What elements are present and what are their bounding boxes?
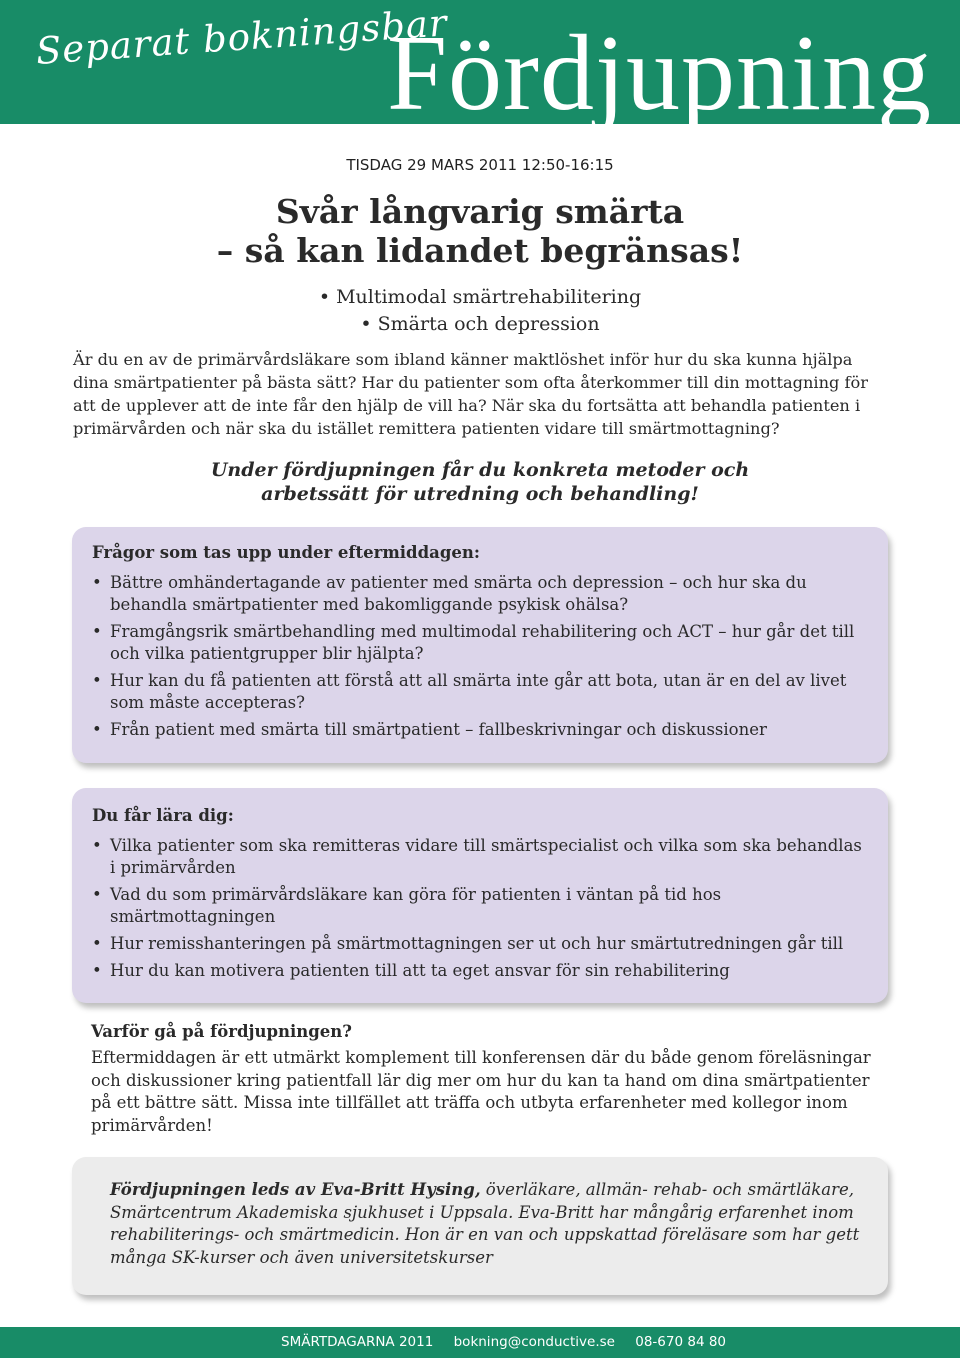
questions-list [92, 572, 866, 741]
leader-text [110, 1179, 864, 1269]
headline-line-2: – så kan lidandet begränsas! [216, 231, 744, 270]
list-item: • Hur kan du få patienten att förstå att all smärta inte går att bota, utan är en del av livet som måste accepteras? [92, 670, 866, 714]
leader-box [72, 1157, 888, 1295]
list-item: • Hur du kan motivera patienten till att ta eget ansvar för sin rehabilitering [92, 960, 866, 982]
highlight-text [0, 458, 960, 506]
questions-heading: Frågor som tas upp under eftermiddagen: [92, 543, 480, 562]
header-banner [0, 0, 960, 133]
footer-bar [0, 1327, 960, 1358]
list-item: • Vad du som primärvårdsläkare kan göra för patienten i väntan på tid hos smärtmottagningen [92, 884, 866, 928]
list-item: • Från patient med smärta till smärtpatient – fallbeskrivningar och diskussioner [92, 719, 866, 741]
separate-booking-tag: Separat bokningsbar [34, 1, 449, 73]
list-item: • Framgångsrik smärtbehandling med multimodal rehabilitering och ACT – hur går det till och vilka patientgrupper blir hjälpta? [92, 621, 866, 665]
topic-item: • Smärta och depression [360, 313, 600, 335]
why-heading: Varför gå på fördjupningen? [91, 1022, 352, 1041]
page-title: Fördjupning [386, 14, 932, 133]
event-date: TISDAG 29 MARS 2011 12:50-16:15 [346, 156, 614, 174]
headline [0, 192, 960, 270]
why-text: Eftermiddagen är ett utmärkt komplement till konferensen där du både genom föreläsningar och diskussioner kring patientfall lär dig mer om hur du kan ta hand om dina smärtpatienter på ett bättre sätt. Missa inte tillfället att träffa och utbyta erfarenheter med kollegor inom primärvården! [91, 1048, 871, 1135]
leader-description: överläkare, allmän- rehab- och smärtläkare, Smärtcentrum Akademiska sjukhuset i Uppsala. Eva-Britt har mångårig erfarenhet inom rehabiliterings- och smärtmedicin. Hon är en van och uppskattad föreläsare som har gett många SK-kurser och även universitetskurser [110, 1180, 860, 1267]
questions-box [72, 527, 888, 763]
footer-email-link[interactable]: bokning@conductive.se [453, 1334, 615, 1350]
highlight-line-2: arbetssätt för utredning och behandling! [261, 483, 699, 505]
list-item: • Hur remisshanteringen på smärtmottagningen ser ut och hur smärtutredningen går till [92, 933, 866, 955]
footer-event: SMÄRTDAGARNA 2011 [281, 1334, 434, 1350]
topic-list [0, 284, 960, 338]
footer-contact [281, 1327, 742, 1358]
learn-box [72, 788, 888, 1003]
footer-phone: 08-670 84 80 [635, 1334, 727, 1350]
list-item: • Bättre omhändertagande av patienter med smärta och depression – och hur ska du behandla smärtpatienter med bakomliggande psykisk ohälsa? [92, 572, 866, 616]
leader-lead: Fördjupningen leds av Eva-Britt Hysing, [110, 1180, 481, 1199]
why-section [91, 1022, 891, 1137]
learn-heading: Du får lära dig: [92, 806, 234, 825]
intro-paragraph: Är du en av de primärvårdsläkare som ibland känner maktlöshet inför hur du ska kunna hjälpa dina smärtpatienter på bästa sätt? Har du patienter som ofta återkommer till din mottagning för att de upplever att de inte får den hjälp de vill ha? När ska du fortsätta att behandla patienten i primärvården och när ska du istället remittera patienten vidare till smärtmottagning? [73, 350, 869, 438]
headline-line-1: Svår långvarig smärta [275, 192, 685, 231]
list-item: • Vilka patienter som ska remitteras vidare till smärtspecialist och vilka som ska behandlas i primärvården [92, 835, 866, 879]
learn-list [92, 835, 866, 982]
highlight-line-1: Under fördjupningen får du konkreta metoder och [210, 459, 750, 481]
topic-item: • Multimodal smärtrehabilitering [318, 286, 642, 308]
